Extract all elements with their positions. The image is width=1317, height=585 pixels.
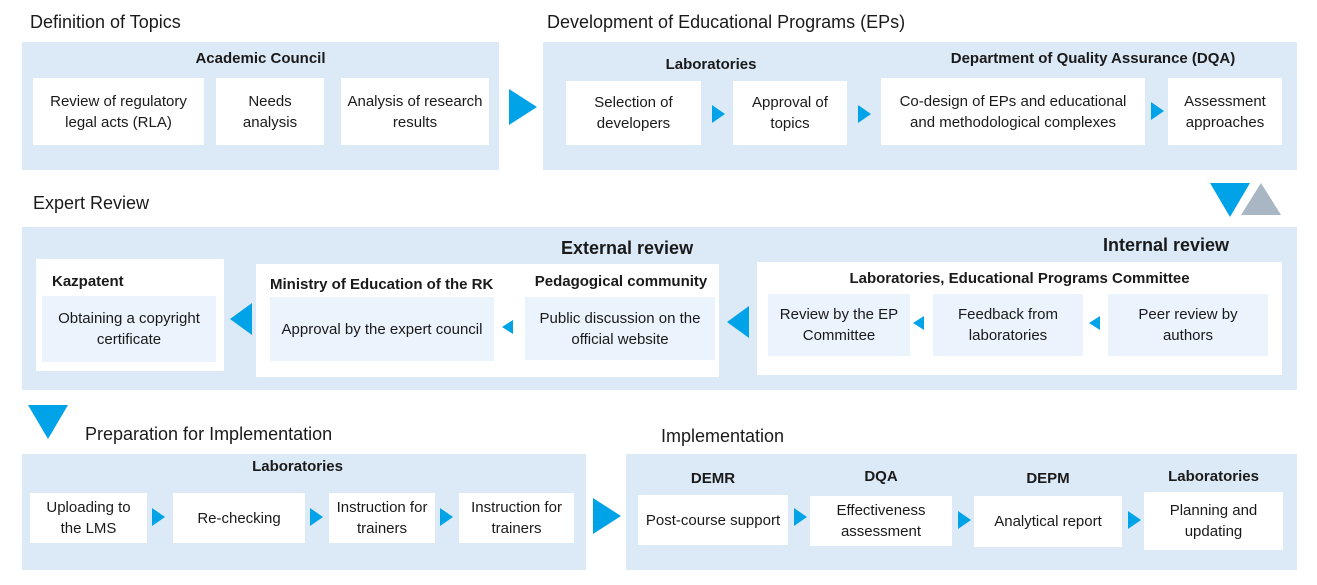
- arrow-left-icon: [727, 306, 749, 338]
- box-review-rla: Review of regulatory legal acts (RLA): [33, 78, 204, 145]
- header-internal-review: Internal review: [1103, 235, 1230, 255]
- arrow-right-icon: [794, 508, 807, 526]
- arrow-right-icon: [958, 511, 971, 529]
- box-feedback-laboratories: Feedback from laboratories: [933, 294, 1083, 356]
- arrow-right-icon: [712, 105, 725, 123]
- box-obtaining-certificate: Obtaining a copyright certificate: [42, 296, 216, 362]
- section-title-development: Development of Educational Programs (EPs): [547, 12, 906, 32]
- header-laboratories: Laboratories: [665, 56, 757, 73]
- header-academic-council: Academic Council: [195, 50, 326, 67]
- box-approval-topics: Approval of topics: [733, 81, 847, 145]
- box-effectiveness-assessment: Effectiveness assessment: [810, 496, 952, 546]
- header-internal-committee: Laboratories, Educational Programs Committee: [849, 270, 1190, 287]
- arrow-right-icon: [152, 508, 165, 526]
- box-analytical-report: Analytical report: [974, 496, 1122, 547]
- header-external-review: External review: [561, 238, 694, 258]
- box-re-checking: Re-checking: [173, 493, 305, 543]
- arrow-down-icon: [28, 405, 68, 439]
- arrow-right-icon: [440, 508, 453, 526]
- box-public-discussion: Public discussion on the official website: [525, 297, 715, 360]
- header-impl-laboratories: Laboratories: [1168, 468, 1259, 485]
- box-approval-expert-council: Approval by the expert council: [270, 297, 494, 361]
- arrow-up-icon: [1241, 183, 1281, 215]
- section-title-expert-review: Expert Review: [33, 193, 150, 213]
- arrow-left-icon: [913, 316, 924, 330]
- box-selection-developers: Selection of developers: [566, 81, 701, 145]
- header-kazpatent: Kazpatent: [52, 273, 124, 290]
- arrow-left-icon: [502, 320, 513, 334]
- box-analysis-research: Analysis of research results: [341, 78, 489, 145]
- box-planning-updating: Planning and updating: [1144, 492, 1283, 550]
- arrow-left-icon: [230, 303, 252, 335]
- box-assessment-approaches: Assessment approaches: [1168, 78, 1282, 145]
- arrow-right-icon: [509, 89, 537, 125]
- box-review-ep-committee: Review by the EP Committee: [768, 294, 910, 356]
- arrow-right-icon: [1151, 102, 1164, 120]
- box-peer-review-authors: Peer review by authors: [1108, 294, 1268, 356]
- section-title-definition: Definition of Topics: [30, 12, 181, 32]
- header-pedagogical-community: Pedagogical community: [534, 273, 708, 290]
- header-demr: DEMR: [690, 470, 736, 487]
- section-title-implementation: Implementation: [661, 426, 785, 446]
- box-co-design: Co-design of EPs and educational and methodological complexes: [881, 78, 1145, 145]
- header-dqa: Department of Quality Assurance (DQA): [950, 50, 1236, 67]
- box-instruction-trainers-2: Instruction for trainers: [459, 493, 574, 543]
- arrow-right-icon: [1128, 511, 1141, 529]
- header-prep-laboratories: Laboratories: [252, 458, 343, 475]
- header-impl-dqa: DQA: [864, 468, 898, 485]
- box-uploading-lms: Uploading to the LMS: [30, 493, 147, 543]
- section-title-preparation: Preparation for Implementation: [85, 424, 333, 444]
- arrow-right-icon: [593, 498, 621, 534]
- arrow-right-icon: [858, 105, 871, 123]
- arrow-left-icon: [1089, 316, 1100, 330]
- box-instruction-trainers-1: Instruction for trainers: [329, 493, 435, 543]
- header-ministry: Ministry of Education of the RK: [270, 276, 494, 293]
- header-depm: DEPM: [1026, 470, 1070, 487]
- box-needs-analysis: Needs analysis: [216, 78, 324, 145]
- box-post-course-support: Post-course support: [638, 495, 788, 545]
- arrow-right-icon: [310, 508, 323, 526]
